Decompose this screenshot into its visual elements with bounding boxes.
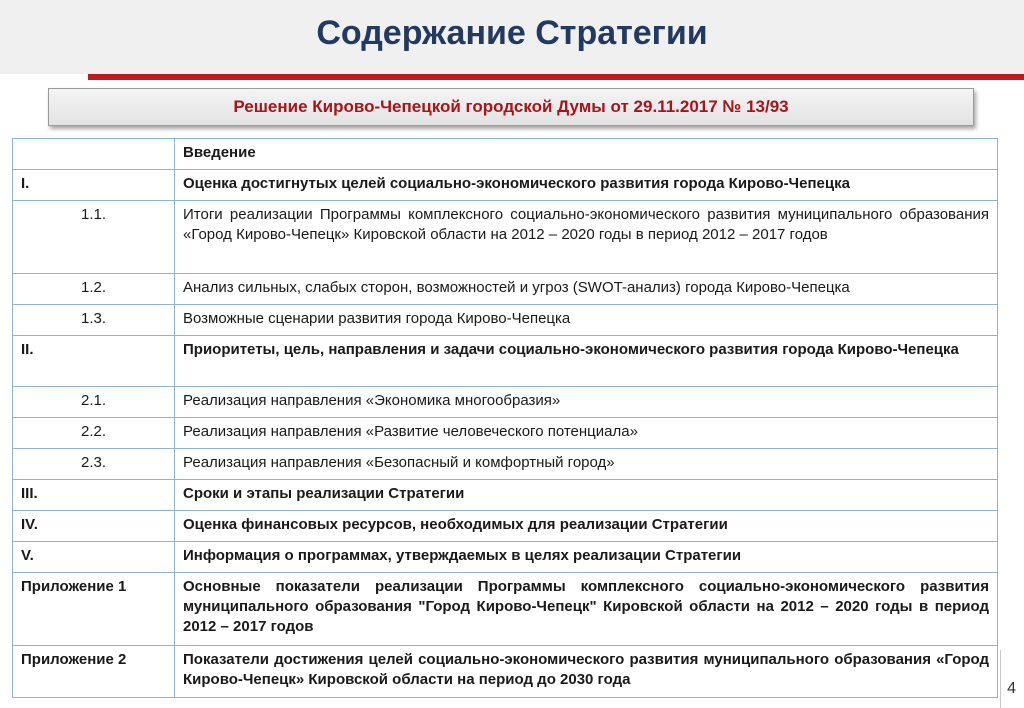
table-row [13, 274, 998, 305]
page-number: 4 [1007, 680, 1016, 697]
row-title: Реализация направления «Развитие человеческого потенциала» [175, 418, 998, 449]
row-number: II. [13, 336, 175, 387]
row-number: 2.3. [13, 449, 175, 480]
row-title: Оценка финансовых ресурсов, необходимых для реализации Стратегии [175, 511, 998, 542]
slide-edge-divider [1000, 650, 1001, 708]
table-row [13, 201, 998, 274]
table-row [13, 336, 998, 387]
row-number: III. [13, 480, 175, 511]
row-title: Реализация направления «Экономика многообразия» [175, 387, 998, 418]
table-row [13, 170, 998, 201]
row-title: Информация о программах, утверждаемых в целях реализации Стратегии [175, 542, 998, 573]
row-title: Возможные сценарии развития города Кирово-Чепецка [175, 305, 998, 336]
row-title: Итоги реализации Программы комплексного социально-экономического развития муниципального образования «Город Кирово-Чепецк» Кировской области на 2012 – 2020 годы в период 2012 – 2017 годов [175, 201, 998, 274]
row-title: Приоритеты, цель, направления и задачи социально-экономического развития города Кирово-Чепецка [175, 336, 998, 387]
row-number [13, 139, 175, 170]
row-title: Анализ сильных, слабых сторон, возможностей и угроз (SWOT-анализ) города Кирово-Чепецка [175, 274, 998, 305]
table-row [13, 418, 998, 449]
row-title: Оценка достигнутых целей социально-экономического развития города Кирово-Чепецка [175, 170, 998, 201]
row-number: I. [13, 170, 175, 201]
row-number: 2.1. [13, 387, 175, 418]
table-row [13, 480, 998, 511]
row-title: Сроки и этапы реализации Стратегии [175, 480, 998, 511]
contents-table [12, 138, 998, 698]
decision-banner: Решение Кирово-Чепецкой городской Думы от 29.11.2017 № 13/93 [48, 88, 974, 126]
row-number: Приложение 2 [13, 646, 175, 698]
slide-title: Содержание Стратегии [316, 14, 708, 52]
row-number: 2.2. [13, 418, 175, 449]
row-number: 1.3. [13, 305, 175, 336]
row-title: Показатели достижения целей социально-экономического развития муниципального образования «Город Кирово-Чепецк» Кировской области на период до 2030 года [175, 646, 998, 698]
table-row [13, 449, 998, 480]
table-row [13, 573, 998, 646]
table-row [13, 511, 998, 542]
row-number: V. [13, 542, 175, 573]
row-number: 1.1. [13, 201, 175, 274]
row-number: 1.2. [13, 274, 175, 305]
row-number: Приложение 1 [13, 573, 175, 646]
table-row [13, 646, 998, 698]
row-title: Введение [175, 139, 998, 170]
row-title: Основные показатели реализации Программы комплексного социально-экономического развития муниципального образования "Город Кирово-Чепецк" Кировской области на 2012 – 2020 годы в период 2012 – 2017 годов [175, 573, 998, 646]
title-underline [88, 74, 1024, 80]
table-row [13, 139, 998, 170]
table-row [13, 305, 998, 336]
row-title: Реализация направления «Безопасный и комфортный город» [175, 449, 998, 480]
row-number: IV. [13, 511, 175, 542]
table-row [13, 387, 998, 418]
table-row [13, 542, 998, 573]
